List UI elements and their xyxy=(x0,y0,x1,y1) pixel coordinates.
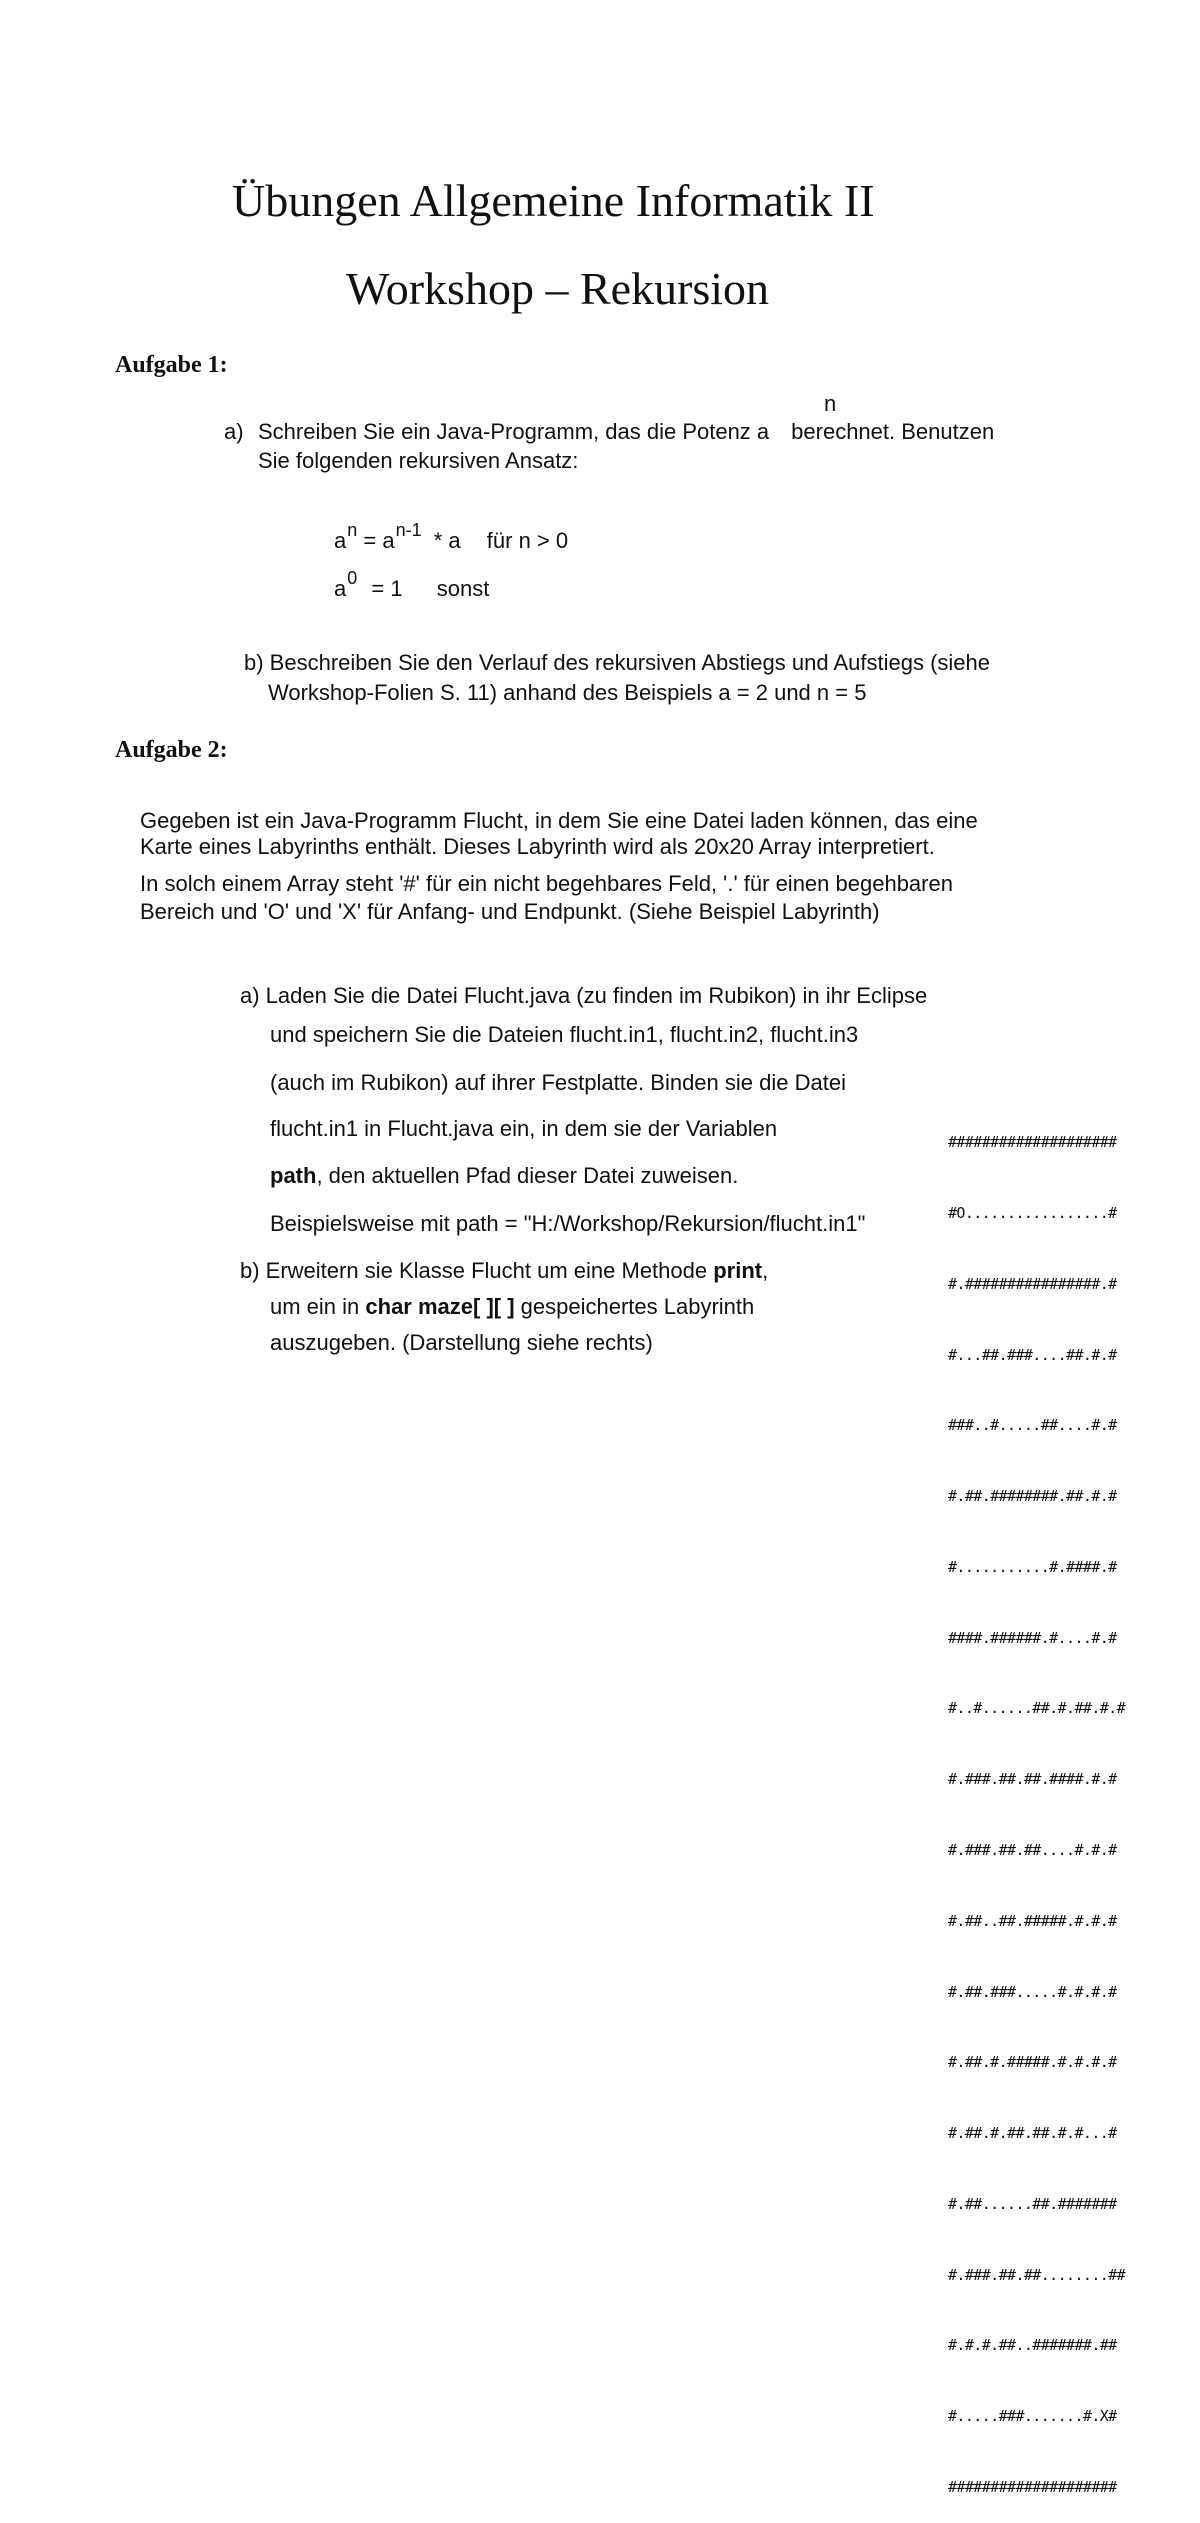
task2-a-line1: a) Laden Sie die Datei Flucht.java (zu finden im Rubikon) in ihr Eclipse xyxy=(240,983,928,1008)
task2-a-line4: flucht.in1 in Flucht.java ein, in dem sie der Variablen xyxy=(270,1116,778,1141)
maze-display xyxy=(948,1084,1125,2523)
task2-intro-line3: In solch einem Array steht '#' für ein nicht begehbares Feld, '.' für einen begehbaren xyxy=(140,871,953,896)
maze-row: #.#.#.##..#######.## xyxy=(948,2336,1117,2355)
maze-row: ###..#.....##....#.# xyxy=(948,1416,1117,1435)
maze-row: #..#......##.#.##.#.# xyxy=(948,1699,1126,1718)
maze-row: #...##.###....##.#.# xyxy=(948,1345,1117,1364)
maze-row: #.##......##.####### xyxy=(948,2194,1117,2213)
task2-b-line1 xyxy=(240,1258,768,1284)
task2-a-line6: Beispielsweise mit path = "H:/Workshop/Rekursion/flucht.in1" xyxy=(270,1211,866,1236)
formula-recursive-case xyxy=(334,520,569,554)
document-title: Übungen Allgemeine Informatik II xyxy=(232,175,875,226)
task1-b-line1: b) Beschreiben Sie den Verlauf des rekursiven Abstiegs und Aufstiegs (siehe xyxy=(244,650,991,675)
task2-a-line2: und speichern Sie die Dateien flucht.in1, flucht.in2, flucht.in3 xyxy=(270,1022,859,1047)
task1-a-superscript: n xyxy=(824,391,837,416)
formula2-exponent: 0 xyxy=(347,568,358,588)
path-variable: path xyxy=(270,1163,317,1188)
task1-a-line1-post: berechnet. Benutzen xyxy=(791,419,995,444)
formula1-condition: für n > 0 xyxy=(486,528,569,553)
formula2-rest: = 1 xyxy=(371,576,403,601)
maze-row: #.....###.......#.X# xyxy=(948,2407,1117,2426)
maze-row: #.##.#.#####.#.#.#.# xyxy=(948,2053,1117,2072)
formula1-eq: = a xyxy=(363,528,395,553)
char-maze-declaration: char maze[ ][ ] xyxy=(365,1294,515,1319)
task1-a-line1 xyxy=(258,419,994,445)
formula1-exponent2: n-1 xyxy=(395,520,422,540)
task2-a-line3: (auch im Rubikon) auf ihrer Festplatte. Binden sie die Datei xyxy=(270,1070,846,1095)
task1-b-line2: Workshop-Folien S. 11) anhand des Beispiels a = 2 und n = 5 xyxy=(268,680,867,705)
task1-heading: Aufgabe 1: xyxy=(115,352,228,378)
task2-b-line2-pre: um ein in xyxy=(270,1294,366,1319)
maze-row: #O.................# xyxy=(948,1203,1117,1222)
maze-row: ####.######.#....#.# xyxy=(948,1628,1117,1647)
task1-a-label: a) xyxy=(224,419,244,444)
task2-b-line1-pre: b) Erweitern sie Klasse Flucht um eine Methode xyxy=(240,1258,714,1283)
task2-intro-line1: Gegeben ist ein Java-Programm Flucht, in dem Sie eine Datei laden können, das eine xyxy=(140,808,978,833)
task2-heading: Aufgabe 2: xyxy=(115,737,228,763)
task1-a-line1-pre: Schreiben Sie ein Java-Programm, das die Potenz a xyxy=(258,419,770,444)
formula2-base: a xyxy=(334,576,347,601)
print-method: print xyxy=(713,1258,763,1283)
formula1-base: a xyxy=(334,528,347,553)
formula2-condition: sonst xyxy=(436,576,490,601)
task2-a-line5 xyxy=(270,1163,738,1189)
task2-b-line3: auszugeben. (Darstellung siehe rechts) xyxy=(270,1330,653,1355)
task1-a-line2: Sie folgenden rekursiven Ansatz: xyxy=(258,448,579,473)
maze-row: #.###.##.##........## xyxy=(948,2265,1126,2284)
maze-row: #.##..##.#####.#.#.# xyxy=(948,1911,1117,1930)
maze-row: #.##.###.....#.#.#.# xyxy=(948,1982,1117,2001)
task2-intro-line2: Karte eines Labyrinths enthält. Dieses Labyrinth wird als 20x20 Array interpretiert. xyxy=(140,834,935,859)
maze-row: #.################.# xyxy=(948,1274,1117,1293)
task2-a-line5-rest: , den aktuellen Pfad dieser Datei zuweisen. xyxy=(316,1163,739,1188)
maze-row: #...........#.####.# xyxy=(948,1557,1117,1576)
task2-intro-line4: Bereich und 'O' und 'X' für Anfang- und Endpunkt. (Siehe Beispiel Labyrinth) xyxy=(140,899,880,924)
maze-row: #################### xyxy=(948,1133,1117,1152)
formula1-exponent: n xyxy=(347,520,358,540)
maze-row: #.###.##.##.####.#.# xyxy=(948,1770,1117,1789)
task2-b-line1-post: , xyxy=(762,1258,769,1283)
formula1-rest: * a xyxy=(433,528,461,553)
task2-b-line2-post: gespeichertes Labyrinth xyxy=(514,1294,755,1319)
document-subtitle: Workshop – Rekursion xyxy=(346,263,770,314)
formula-base-case xyxy=(334,568,490,602)
maze-row: #.##.########.##.#.# xyxy=(948,1487,1117,1506)
maze-row: #.##.#.##.##.#.#...# xyxy=(948,2124,1117,2143)
task2-b-line2 xyxy=(270,1294,754,1320)
maze-row: #.###.##.##....#.#.# xyxy=(948,1841,1117,1859)
maze-row: #################### xyxy=(948,2478,1117,2497)
